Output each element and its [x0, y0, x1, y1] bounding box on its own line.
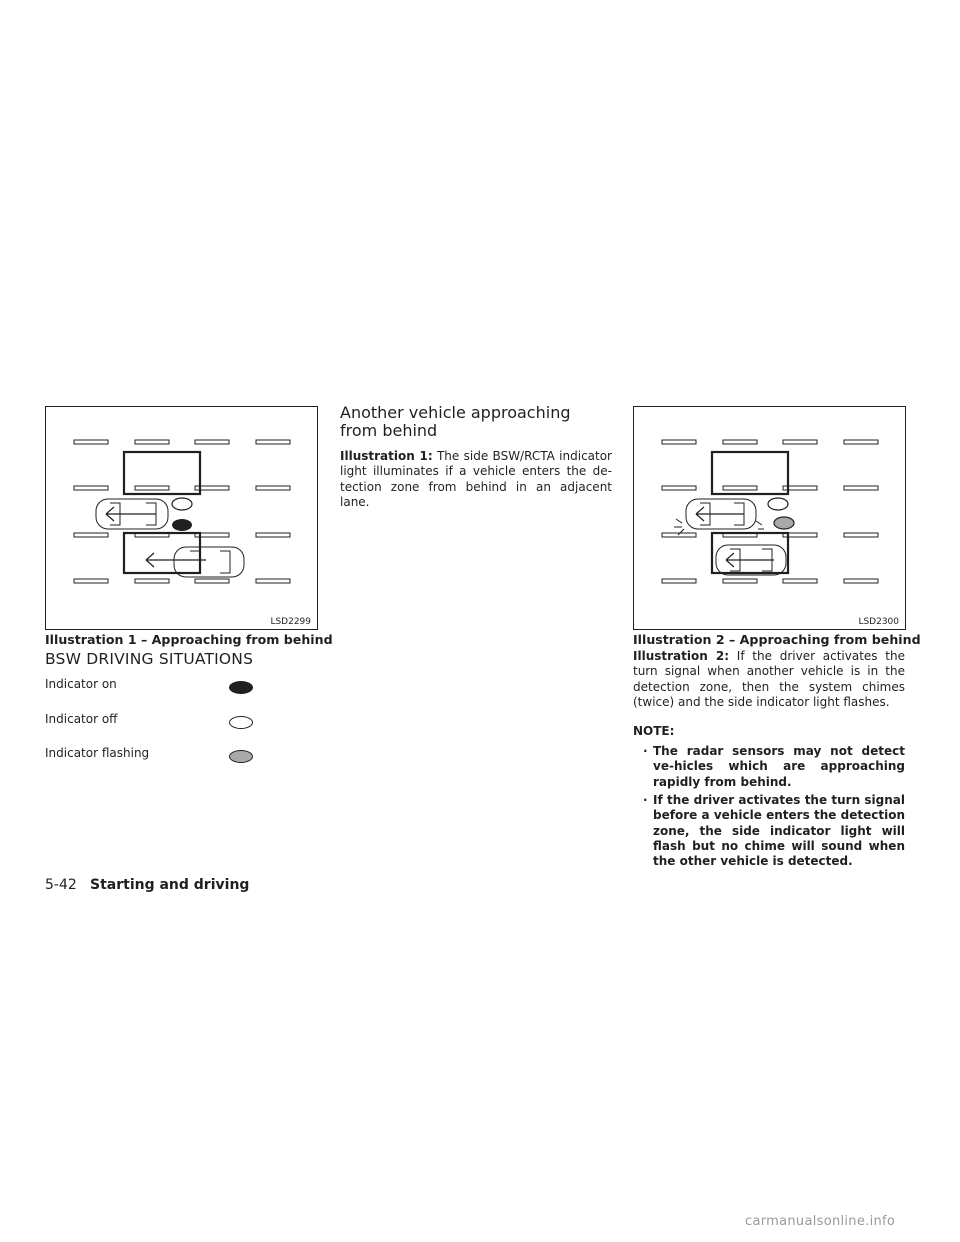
illustration-2-paragraph — [633, 649, 905, 710]
illustration-1-lead: Illustration 1: — [340, 449, 433, 463]
note-bullet-2 — [643, 793, 905, 869]
subsection-title-line1: Another vehicle approaching — [340, 403, 571, 422]
figure-1-caption: Illustration 1 – Approaching from behind — [45, 632, 333, 647]
illustration-1-text: The side BSW/RCTA indicator light illuminates if a vehicle enters the de-tection zone from behind in an adjacent lane. — [340, 449, 612, 509]
note-bullet-1 — [643, 744, 905, 790]
subsection-title-line2: from behind — [340, 421, 438, 440]
figure-2-caption: Illustration 2 – Approaching from behind — [633, 632, 921, 647]
indicator-off-icon — [229, 716, 253, 729]
illustration-2-lead: Illustration 2: — [633, 649, 730, 663]
chapter-title: Starting and driving — [90, 877, 250, 893]
lane-markers — [662, 440, 878, 583]
note-bullet-2-text: If the driver activates the turn signal before a vehicle enters the detection zone, the side indicator light will flash but no chime will sound when the other vehicle is detected. — [653, 793, 905, 869]
illustration-1-paragraph — [340, 449, 612, 510]
illustration-2-text: If the driver activates the turn signal when another vehicle is in the detection zone, then the system chimes (twice) and the side indicator light flashes. — [633, 649, 906, 709]
indicator-on-icon — [229, 681, 253, 694]
note-bullet-1-text: The radar sensors may not detect ve-hicles which are approaching rapidly from behind. — [653, 744, 905, 789]
legend-label-off: Indicator off — [45, 712, 118, 726]
indicator-flashing-icon — [229, 750, 253, 763]
figure-code: LSD2299 — [270, 617, 311, 627]
section-title: BSW DRIVING SITUATIONS — [45, 650, 254, 668]
bullet-icon: · — [643, 793, 648, 807]
note-heading: NOTE: — [633, 724, 675, 738]
watermark: carmanualsonline.info — [745, 1214, 896, 1229]
illustration-2 — [633, 406, 906, 630]
legend-label-flashing: Indicator flashing — [45, 746, 150, 760]
legend-label-on: Indicator on — [45, 677, 117, 691]
figure-code: LSD2300 — [858, 617, 899, 627]
illustration-2-drawing — [634, 407, 905, 629]
illustration-1-drawing — [46, 407, 317, 629]
page-number: 5-42 — [45, 877, 77, 893]
lane-markers — [74, 440, 290, 583]
illustration-1 — [45, 406, 318, 630]
bullet-icon: · — [643, 744, 648, 758]
